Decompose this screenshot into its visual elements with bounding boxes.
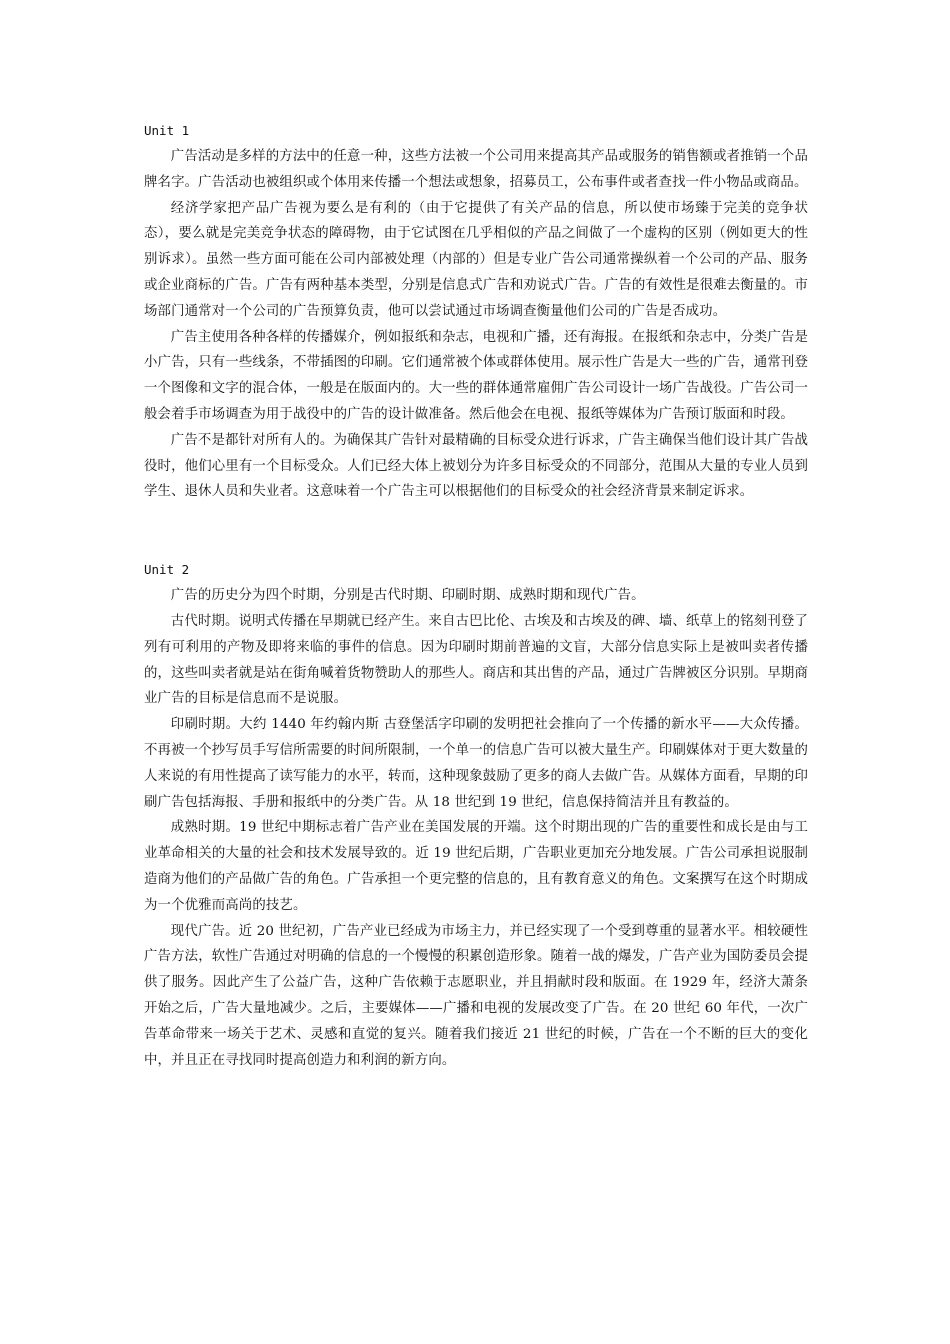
unit-2-paragraph-5: 现代广告。近 20 世纪初，广告产业已经成为市场主力，并已经实现了一个受到尊重的显著水平。相较硬性广告方法，软性广告通过对明确的信息的一个慢慢的积累创造形象。随着一战的爆发，广告产业为国防委员会提供了服务。因此产生了公益广告，这种广告依赖于志愿职业，并且捐献时段和版面。在 1929 年，经济大萧条开始之后，广告大量地减少。之后，主要媒体——广播和电视的发展改变了广告。在 20 世纪 60 年代，一次广告革命带来一场关于艺术、灵感和直觉的复兴。随着我们接近 21 世纪的时候，广告在一个不断的巨大的变化中，并且正在寻找同时提高创造力和利润的新方向。	[144, 923, 808, 1068]
unit-1-paragraph-1: 广告活动是多样的方法中的任意一种，这些方法被一个公司用来提高其产品或服务的销售额或者推销一个品牌名字。广告活动也被组织或个体用来传播一个想法或想象，招募员工，公布事件或者查找一件小物品或商品。	[144, 149, 808, 190]
unit-1-section	[144, 118, 808, 505]
unit-2-section	[144, 557, 808, 1073]
unit-2-heading: Unit 2	[144, 562, 190, 578]
document-page	[144, 118, 808, 1073]
unit-1-heading: Unit 1	[144, 123, 190, 138]
section-spacer	[144, 505, 808, 557]
unit-2-paragraph-2: 古代时期。说明式传播在早期就已经产生。来自古巴比伦、古埃及和古埃及的碑、墙、纸草上的铭刻刊登了列有可利用的产物及即将来临的事件的信息。因为印刷时期前普遍的文盲，大部分信息实际上是被叫卖者传播的，这些叫卖者就是站在街角喊着货物赞助人的那些人。商店和其出售的产品，通过广告牌被区分识别。早期商业广告的目标是信息而不是说服。	[144, 613, 808, 707]
unit-2-paragraph-3: 印刷时期。大约 1440 年约翰内斯 古登堡活字印刷的发明把社会推向了一个传播的新水平——大众传播。不再被一个抄写员手写信所需要的时间所限制，一个单一的信息广告可以被大量生产。印刷媒体对于更大数量的人来说的有用性提高了读写能力的水平，转而，这种现象鼓励了更多的商人去做广告。从媒体方面看，早期的印刷广告包括海报、手册和报纸中的分类广告。从 18 世纪到 19 世纪，信息保持简洁并且有教益的。	[144, 717, 808, 810]
unit-2-paragraph-4: 成熟时期。19 世纪中期标志着广告产业在美国发展的开端。这个时期出现的广告的重要性和成长是由与工业革命相关的大量的社会和技术发展导致的。近 19 世纪后期，广告职业更加充分地发展。广告公司承担说服制造商为他们的产品做广告的角色。广告承担一个更完整的信息的，且有教育意义的角色。文案撰写在这个时期成为一个优雅而高尚的技艺。	[144, 820, 808, 913]
unit-1-paragraph-3: 广告主使用各种各样的传播媒介，例如报纸和杂志，电视和广播，还有海报。在报纸和杂志中，分类广告是小广告，只有一些线条，不带插图的印刷。它们通常被个体或群体使用。展示性广告是大一些的广告，通常刊登一个图像和文字的混合体，一般是在版面内的。大一些的群体通常雇佣广告公司设计一场广告战役。广告公司一般会着手市场调查为用于战役中的广告的设计做准备。然后他会在电视、报纸等媒体为广告预订版面和时段。	[144, 329, 808, 422]
unit-1-paragraph-2: 经济学家把产品广告视为要么是有利的（由于它提供了有关产品的信息，所以使市场臻于完美的竞争状态），要么就是完美竞争状态的障碍物，由于它试图在几乎相似的产品之间做了一个虚构的区别（例如更大的性别诉求）。虽然一些方面可能在公司内部被处理（内部的）但是专业广告公司通常操纵着一个公司的产品、服务或企业商标的广告。广告有两种基本类型，分别是信息式广告和劝说式广告。广告的有效性是很难去衡量的。市场部门通常对一个公司的广告预算负责，他可以尝试通过市场调查衡量他们公司的广告是否成功。	[144, 200, 808, 319]
unit-2-paragraph-1: 广告的历史分为四个时期，分别是古代时期、印刷时期、成熟时期和现代广告。	[170, 588, 645, 604]
unit-1-paragraph-4: 广告不是都针对所有人的。为确保其广告针对最精确的目标受众进行诉求，广告主确保当他们设计其广告战役时，他们心里有一个目标受众。人们已经大体上被划分为许多目标受众的不同部分，范围从大量的专业人员到学生、退休人员和失业者。这意味着一个广告主可以根据他们的目标受众的社会经济背景来制定诉求。	[144, 432, 808, 500]
